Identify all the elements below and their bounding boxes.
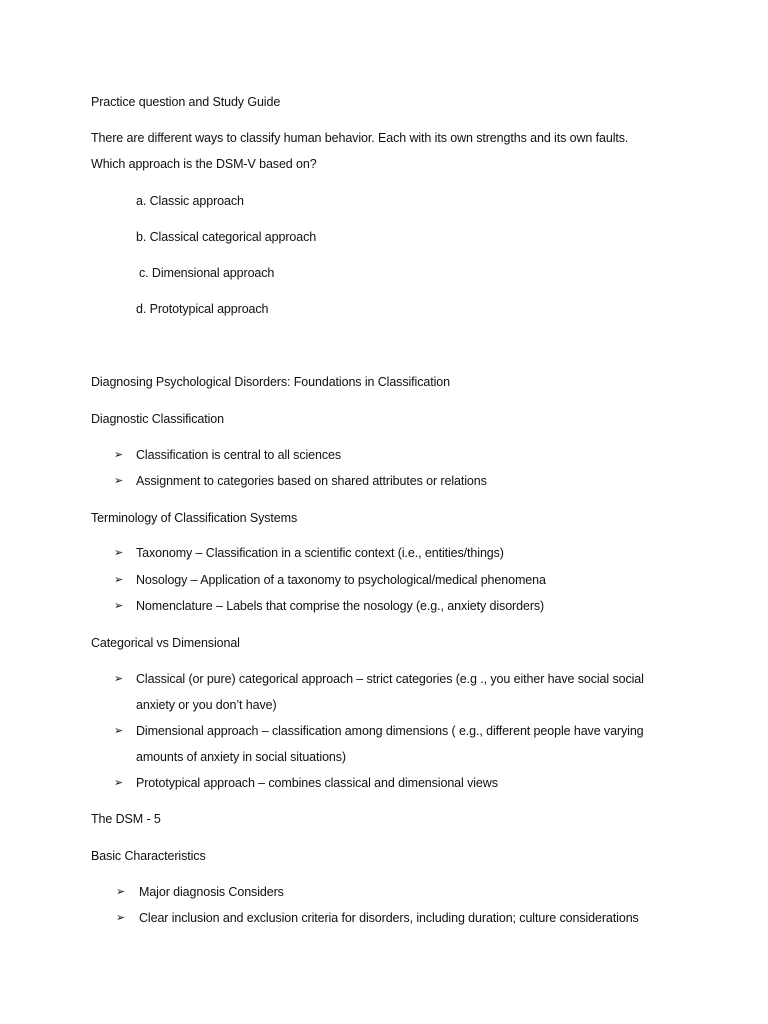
section-title: Diagnosing Psychological Disorders: Foundations in Classification	[91, 375, 450, 389]
diagnostic-classification-title: Diagnostic Classification	[91, 412, 224, 426]
list-item: Taxonomy – Classification in a scientific context (i.e., entities/things)	[136, 546, 504, 560]
list-item-continuation: anxiety or you don’t have)	[136, 698, 277, 712]
bullet-icon: ➢	[114, 448, 124, 461]
bullet-icon: ➢	[114, 474, 124, 487]
question-line-1: There are different ways to classify human behavior. Each with its own strengths and its own faults.	[91, 131, 629, 145]
list-item-continuation: amounts of anxiety in social situations)	[136, 750, 346, 764]
list-item: Classical (or pure) categorical approach – strict categories (e.g ., you either have social social	[136, 672, 644, 686]
basic-characteristics-title: Basic Characteristics	[91, 849, 206, 863]
bullet-icon: ➢	[114, 573, 124, 586]
bullet-icon: ➢	[114, 546, 124, 559]
list-item: Nomenclature – Labels that comprise the nosology (e.g., anxiety disorders)	[136, 599, 545, 613]
list-item: Dimensional approach – classification among dimensions ( e.g., different people have varying	[136, 724, 644, 738]
dsm5-title: The DSM - 5	[91, 812, 161, 826]
bullet-icon: ➢	[116, 911, 126, 924]
option-d: d. Prototypical approach	[136, 302, 269, 316]
bullet-icon: ➢	[114, 672, 124, 685]
option-c: c. Dimensional approach	[139, 266, 275, 280]
doc-heading: Practice question and Study Guide	[91, 95, 281, 109]
categorical-vs-dimensional-title: Categorical vs Dimensional	[91, 636, 240, 650]
bullet-icon: ➢	[114, 776, 124, 789]
bullet-icon: ➢	[114, 724, 124, 737]
list-item: Assignment to categories based on shared attributes or relations	[136, 474, 487, 488]
list-item: Clear inclusion and exclusion criteria for disorders, including duration; culture considerations	[139, 911, 639, 925]
bullet-icon: ➢	[116, 885, 126, 898]
list-item: Nosology – Application of a taxonomy to psychological/medical phenomena	[136, 573, 546, 587]
option-b: b. Classical categorical approach	[136, 230, 317, 244]
option-a: a. Classic approach	[136, 194, 244, 208]
list-item: Major diagnosis Considers	[139, 885, 284, 899]
list-item: Classification is central to all sciences	[136, 448, 342, 462]
bullet-icon: ➢	[114, 599, 124, 612]
terminology-title: Terminology of Classification Systems	[91, 511, 298, 525]
list-item: Prototypical approach – combines classical and dimensional views	[136, 776, 498, 790]
question-line-2: Which approach is the DSM-V based on?	[91, 157, 317, 171]
